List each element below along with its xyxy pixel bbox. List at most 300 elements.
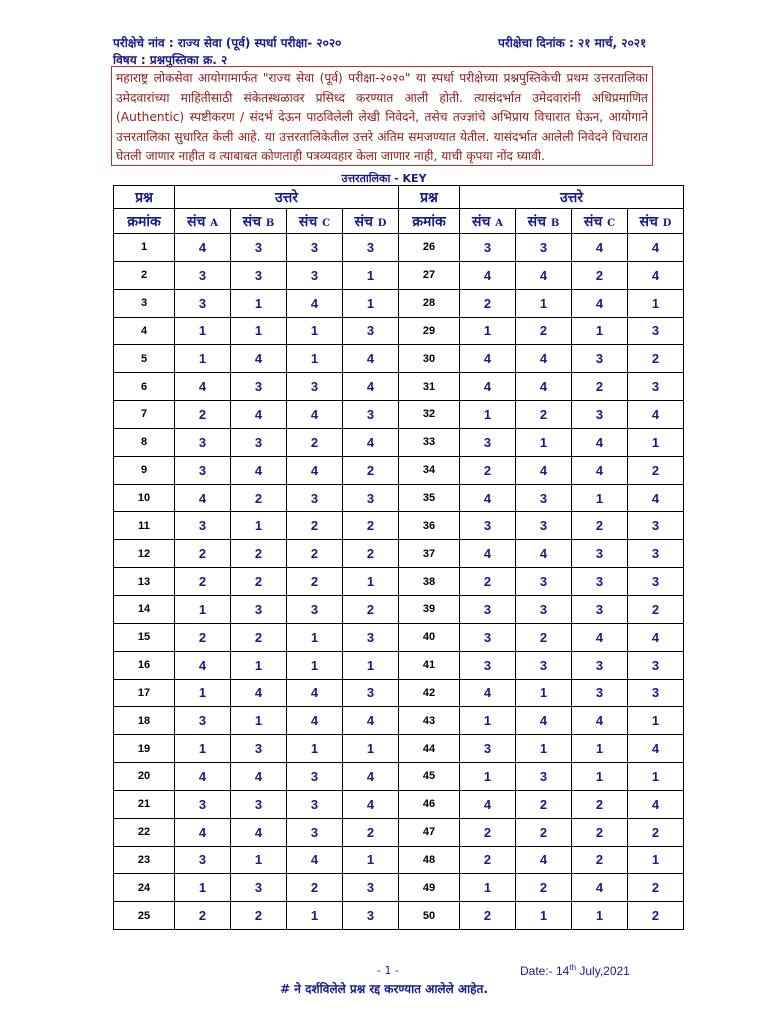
answer-set-c: 2 [572, 790, 628, 818]
answer-set-d: 3 [343, 902, 399, 930]
answer-set-a: 3 [175, 428, 231, 456]
table-row [399, 261, 684, 289]
table-row [399, 456, 684, 484]
answer-set-a: 4 [175, 484, 231, 512]
answer-set-b: 2 [516, 790, 572, 818]
answer-set-d: 3 [628, 651, 684, 679]
answer-table-left [113, 185, 399, 930]
answer-set-c: 3 [287, 818, 343, 846]
answer-set-b: 4 [231, 456, 287, 484]
answer-set-b: 1 [516, 679, 572, 707]
answer-set-b: 2 [231, 540, 287, 568]
answer-set-b: 2 [231, 568, 287, 596]
answer-set-a: 1 [460, 707, 516, 735]
answer-set-c: 4 [572, 707, 628, 735]
answer-set-c: 1 [287, 651, 343, 679]
answer-set-c: 2 [287, 540, 343, 568]
answer-set-d: 3 [628, 679, 684, 707]
answer-set-a: 2 [460, 289, 516, 317]
question-number: 1 [114, 234, 175, 262]
answer-set-a: 3 [175, 512, 231, 540]
exam-date: परीक्षेचा दिनांक : २१ मार्च, २०२१ [498, 36, 647, 50]
answer-set-c: 4 [572, 623, 628, 651]
question-number: 3 [114, 289, 175, 317]
question-number: 47 [399, 818, 460, 846]
answer-set-a: 2 [460, 846, 516, 874]
answer-set-c: 2 [287, 568, 343, 596]
answer-set-a: 4 [175, 818, 231, 846]
answer-set-a: 4 [460, 790, 516, 818]
answer-set-a: 1 [175, 874, 231, 902]
serial-header: क्रमांक [399, 209, 460, 234]
question-number: 4 [114, 317, 175, 345]
answer-set-d: 2 [343, 818, 399, 846]
table-row [114, 790, 399, 818]
table-row [114, 289, 399, 317]
answer-set-b: 2 [516, 623, 572, 651]
question-number: 32 [399, 401, 460, 429]
answer-set-d: 3 [628, 373, 684, 401]
answer-set-d: 2 [343, 512, 399, 540]
answer-set-a: 3 [175, 707, 231, 735]
answer-set-a: 3 [175, 846, 231, 874]
answer-set-d: 4 [628, 623, 684, 651]
question-number: 7 [114, 401, 175, 429]
answer-set-d: 1 [343, 735, 399, 763]
answer-set-d: 4 [343, 790, 399, 818]
answer-set-d: 3 [343, 317, 399, 345]
answer-set-a: 1 [460, 317, 516, 345]
answer-set-c: 2 [572, 261, 628, 289]
answer-set-a: 4 [460, 261, 516, 289]
answer-set-b: 4 [516, 707, 572, 735]
answer-set-d: 2 [343, 540, 399, 568]
answer-set-c: 1 [287, 902, 343, 930]
answer-set-d: 3 [343, 679, 399, 707]
table-row [399, 651, 684, 679]
answer-set-d: 3 [628, 317, 684, 345]
question-number: 16 [114, 651, 175, 679]
answer-set-a: 1 [460, 763, 516, 791]
answer-set-b: 4 [231, 763, 287, 791]
exam-name: परीक्षेचे नांव : राज्य सेवा (पूर्व) स्पर्धा परीक्षा- २०२० [113, 36, 342, 50]
answer-set-c: 1 [572, 317, 628, 345]
answer-set-b: 4 [516, 261, 572, 289]
question-number: 36 [399, 512, 460, 540]
answer-set-b: 4 [231, 345, 287, 373]
answer-set-d: 2 [628, 595, 684, 623]
answer-set-b: 1 [231, 289, 287, 317]
answer-set-a: 1 [460, 401, 516, 429]
answer-set-a: 2 [460, 818, 516, 846]
question-number: 44 [399, 735, 460, 763]
answer-set-a: 2 [175, 568, 231, 596]
answer-set-c: 1 [572, 484, 628, 512]
answer-set-d: 3 [343, 874, 399, 902]
set-b-header: संच B [231, 209, 287, 234]
answer-set-b: 2 [231, 623, 287, 651]
answer-set-c: 1 [572, 902, 628, 930]
answer-set-b: 1 [231, 707, 287, 735]
answer-set-a: 4 [460, 540, 516, 568]
answer-set-c: 3 [572, 651, 628, 679]
answer-set-c: 2 [572, 818, 628, 846]
answer-set-d: 4 [628, 735, 684, 763]
answer-set-c: 3 [287, 261, 343, 289]
answer-set-d: 3 [628, 512, 684, 540]
answer-set-a: 1 [175, 317, 231, 345]
answer-set-b: 3 [231, 373, 287, 401]
answer-set-a: 2 [175, 623, 231, 651]
answers-header: उत्तरे [175, 186, 399, 209]
answer-set-d: 1 [343, 289, 399, 317]
question-number: 43 [399, 707, 460, 735]
answer-set-d: 1 [628, 846, 684, 874]
table-row [114, 763, 399, 791]
question-number: 26 [399, 234, 460, 262]
answer-set-b: 4 [231, 401, 287, 429]
answer-set-c: 3 [287, 763, 343, 791]
answer-set-c: 4 [572, 456, 628, 484]
answer-set-b: 3 [516, 234, 572, 262]
question-number: 24 [114, 874, 175, 902]
answer-set-c: 3 [572, 679, 628, 707]
question-number: 17 [114, 679, 175, 707]
table-row [399, 373, 684, 401]
question-number: 34 [399, 456, 460, 484]
table-row [399, 345, 684, 373]
answer-set-b: 1 [231, 512, 287, 540]
subject-line: विषय : प्रश्नपुस्तिका क्र. २ [113, 53, 228, 67]
question-number: 9 [114, 456, 175, 484]
answer-set-c: 4 [572, 234, 628, 262]
answer-set-a: 3 [175, 289, 231, 317]
answer-set-c: 2 [572, 846, 628, 874]
table-row [399, 568, 684, 596]
answer-set-c: 3 [572, 568, 628, 596]
answer-set-d: 1 [343, 651, 399, 679]
answer-set-b: 3 [516, 651, 572, 679]
question-number: 48 [399, 846, 460, 874]
answer-set-d: 2 [343, 456, 399, 484]
answer-set-d: 4 [628, 234, 684, 262]
answer-set-c: 4 [287, 456, 343, 484]
set-d-header: संच D [628, 209, 684, 234]
table-row [399, 707, 684, 735]
question-number: 21 [114, 790, 175, 818]
table-row [399, 846, 684, 874]
answer-set-a: 3 [460, 735, 516, 763]
answer-set-b: 1 [231, 846, 287, 874]
table-row [114, 373, 399, 401]
question-number: 37 [399, 540, 460, 568]
answer-set-a: 1 [175, 595, 231, 623]
answer-set-b: 2 [516, 401, 572, 429]
table-row [114, 401, 399, 429]
answer-set-d: 2 [628, 818, 684, 846]
answer-set-a: 2 [175, 540, 231, 568]
question-number: 23 [114, 846, 175, 874]
table-row [399, 902, 684, 930]
answer-set-d: 1 [343, 261, 399, 289]
question-number: 18 [114, 707, 175, 735]
answer-set-b: 4 [516, 540, 572, 568]
answer-set-c: 2 [572, 512, 628, 540]
answer-set-b: 1 [231, 317, 287, 345]
answer-set-d: 1 [628, 289, 684, 317]
question-number: 50 [399, 902, 460, 930]
answer-set-a: 4 [460, 345, 516, 373]
answer-table-right [398, 185, 684, 930]
answer-set-a: 3 [460, 623, 516, 651]
answer-set-b: 1 [516, 902, 572, 930]
answer-set-b: 3 [231, 595, 287, 623]
answer-set-b: 4 [231, 679, 287, 707]
table-row [114, 345, 399, 373]
answer-set-b: 4 [516, 456, 572, 484]
revision-date: Date:- 14th July,2021 [520, 963, 630, 978]
answer-set-c: 4 [572, 428, 628, 456]
question-number: 45 [399, 763, 460, 791]
set-c-header: संच C [287, 209, 343, 234]
answer-set-a: 3 [460, 595, 516, 623]
answer-set-d: 3 [343, 484, 399, 512]
table-row [399, 317, 684, 345]
table-row [399, 540, 684, 568]
table-row [399, 818, 684, 846]
answer-set-a: 2 [460, 456, 516, 484]
answer-set-a: 4 [460, 484, 516, 512]
answer-set-a: 4 [175, 651, 231, 679]
answer-set-d: 2 [628, 345, 684, 373]
answer-set-d: 4 [343, 707, 399, 735]
set-d-header: संच D [343, 209, 399, 234]
answers-header: उत्तरे [460, 186, 684, 209]
answer-set-d: 2 [628, 456, 684, 484]
answer-set-c: 2 [287, 874, 343, 902]
answer-set-b: 4 [231, 818, 287, 846]
table-row [399, 289, 684, 317]
answer-set-c: 4 [287, 401, 343, 429]
question-number: 25 [114, 902, 175, 930]
answer-set-b: 3 [231, 874, 287, 902]
table-row [114, 651, 399, 679]
table-row [114, 512, 399, 540]
answer-set-b: 2 [231, 484, 287, 512]
answer-set-b: 3 [516, 568, 572, 596]
answer-set-a: 1 [175, 679, 231, 707]
table-row [399, 679, 684, 707]
question-number: 28 [399, 289, 460, 317]
question-number: 19 [114, 735, 175, 763]
answer-set-c: 2 [572, 373, 628, 401]
table-row [399, 484, 684, 512]
question-number: 12 [114, 540, 175, 568]
table-row [399, 735, 684, 763]
answer-set-b: 3 [516, 512, 572, 540]
answer-set-d: 4 [343, 345, 399, 373]
answer-set-b: 4 [516, 345, 572, 373]
answer-set-c: 4 [572, 289, 628, 317]
answer-set-a: 4 [175, 373, 231, 401]
question-number: 27 [399, 261, 460, 289]
answer-set-d: 4 [628, 401, 684, 429]
answer-set-b: 1 [516, 735, 572, 763]
answer-set-d: 3 [343, 401, 399, 429]
answer-set-c: 2 [287, 512, 343, 540]
answer-set-a: 3 [175, 261, 231, 289]
answer-set-b: 3 [516, 595, 572, 623]
answer-set-c: 4 [287, 707, 343, 735]
answer-set-d: 3 [628, 540, 684, 568]
answer-set-c: 3 [572, 595, 628, 623]
answer-set-c: 1 [572, 763, 628, 791]
answer-set-d: 4 [628, 790, 684, 818]
table-row [114, 568, 399, 596]
table-row [114, 428, 399, 456]
answer-set-a: 2 [175, 401, 231, 429]
table-row [114, 623, 399, 651]
answer-set-d: 4 [343, 373, 399, 401]
table-row [399, 234, 684, 262]
answer-set-d: 2 [628, 902, 684, 930]
answer-set-b: 4 [516, 373, 572, 401]
answer-set-a: 3 [460, 512, 516, 540]
table-row [399, 595, 684, 623]
answer-set-c: 1 [287, 345, 343, 373]
question-number: 31 [399, 373, 460, 401]
answer-set-a: 3 [460, 428, 516, 456]
answer-set-a: 4 [460, 679, 516, 707]
table-row [399, 763, 684, 791]
answer-set-a: 4 [460, 373, 516, 401]
answer-set-b: 3 [231, 428, 287, 456]
table-row [114, 846, 399, 874]
question-header: प्रश्न [399, 186, 460, 209]
answer-set-a: 1 [175, 345, 231, 373]
answer-set-d: 1 [343, 846, 399, 874]
question-number: 8 [114, 428, 175, 456]
answer-set-c: 3 [287, 373, 343, 401]
answer-set-c: 3 [572, 540, 628, 568]
table-row [399, 401, 684, 429]
answer-set-c: 4 [287, 846, 343, 874]
answer-set-b: 2 [231, 902, 287, 930]
answer-set-c: 2 [287, 428, 343, 456]
answer-set-d: 4 [628, 484, 684, 512]
answer-set-a: 3 [460, 234, 516, 262]
table-row [114, 595, 399, 623]
set-a-header: संच A [175, 209, 231, 234]
answer-key-title: उत्तरतालिका - KEY [341, 172, 427, 185]
answer-set-c: 1 [287, 735, 343, 763]
table-row [114, 707, 399, 735]
table-row [399, 790, 684, 818]
table-row [114, 261, 399, 289]
answer-set-c: 4 [572, 874, 628, 902]
question-number: 10 [114, 484, 175, 512]
answer-set-b: 2 [516, 818, 572, 846]
answer-set-c: 3 [287, 234, 343, 262]
question-number: 41 [399, 651, 460, 679]
answer-set-c: 4 [287, 289, 343, 317]
answer-set-c: 3 [287, 790, 343, 818]
answer-set-d: 2 [628, 874, 684, 902]
answer-set-a: 3 [175, 790, 231, 818]
question-number: 11 [114, 512, 175, 540]
table-row [114, 540, 399, 568]
question-number: 20 [114, 763, 175, 791]
table-row [114, 874, 399, 902]
answer-set-d: 4 [343, 428, 399, 456]
question-header: प्रश्न [114, 186, 175, 209]
table-row [114, 456, 399, 484]
answer-set-a: 3 [460, 651, 516, 679]
answer-set-c: 3 [572, 401, 628, 429]
question-number: 15 [114, 623, 175, 651]
answer-set-c: 1 [287, 623, 343, 651]
table-row [399, 512, 684, 540]
answer-set-a: 2 [460, 568, 516, 596]
answer-set-b: 3 [516, 763, 572, 791]
table-row [399, 874, 684, 902]
question-number: 5 [114, 345, 175, 373]
table-row [114, 735, 399, 763]
answer-set-d: 4 [628, 261, 684, 289]
answer-set-b: 4 [516, 846, 572, 874]
question-number: 22 [114, 818, 175, 846]
question-number: 42 [399, 679, 460, 707]
answer-set-b: 1 [516, 289, 572, 317]
answer-set-c: 1 [572, 735, 628, 763]
answer-set-a: 3 [175, 456, 231, 484]
set-a-header: संच A [460, 209, 516, 234]
answer-set-a: 4 [175, 763, 231, 791]
page-number: - 1 - [377, 964, 399, 977]
set-c-header: संच C [572, 209, 628, 234]
answer-set-d: 1 [628, 707, 684, 735]
question-number: 39 [399, 595, 460, 623]
question-number: 38 [399, 568, 460, 596]
table-row [399, 428, 684, 456]
table-row [114, 679, 399, 707]
table-row [114, 902, 399, 930]
answer-set-d: 1 [628, 763, 684, 791]
answer-set-a: 2 [175, 902, 231, 930]
answer-set-d: 3 [343, 234, 399, 262]
answer-set-d: 1 [628, 428, 684, 456]
set-b-header: संच B [516, 209, 572, 234]
table-row [114, 818, 399, 846]
answer-set-c: 4 [287, 679, 343, 707]
answer-set-b: 3 [516, 484, 572, 512]
answer-set-b: 1 [516, 428, 572, 456]
answer-set-c: 1 [287, 317, 343, 345]
question-number: 29 [399, 317, 460, 345]
answer-set-d: 1 [343, 568, 399, 596]
answer-set-c: 3 [572, 345, 628, 373]
question-number: 13 [114, 568, 175, 596]
question-number: 2 [114, 261, 175, 289]
answer-set-b: 3 [231, 790, 287, 818]
answer-set-b: 3 [231, 234, 287, 262]
answer-set-d: 3 [343, 623, 399, 651]
question-number: 46 [399, 790, 460, 818]
question-number: 14 [114, 595, 175, 623]
table-row [114, 234, 399, 262]
table-row [399, 623, 684, 651]
question-number: 40 [399, 623, 460, 651]
